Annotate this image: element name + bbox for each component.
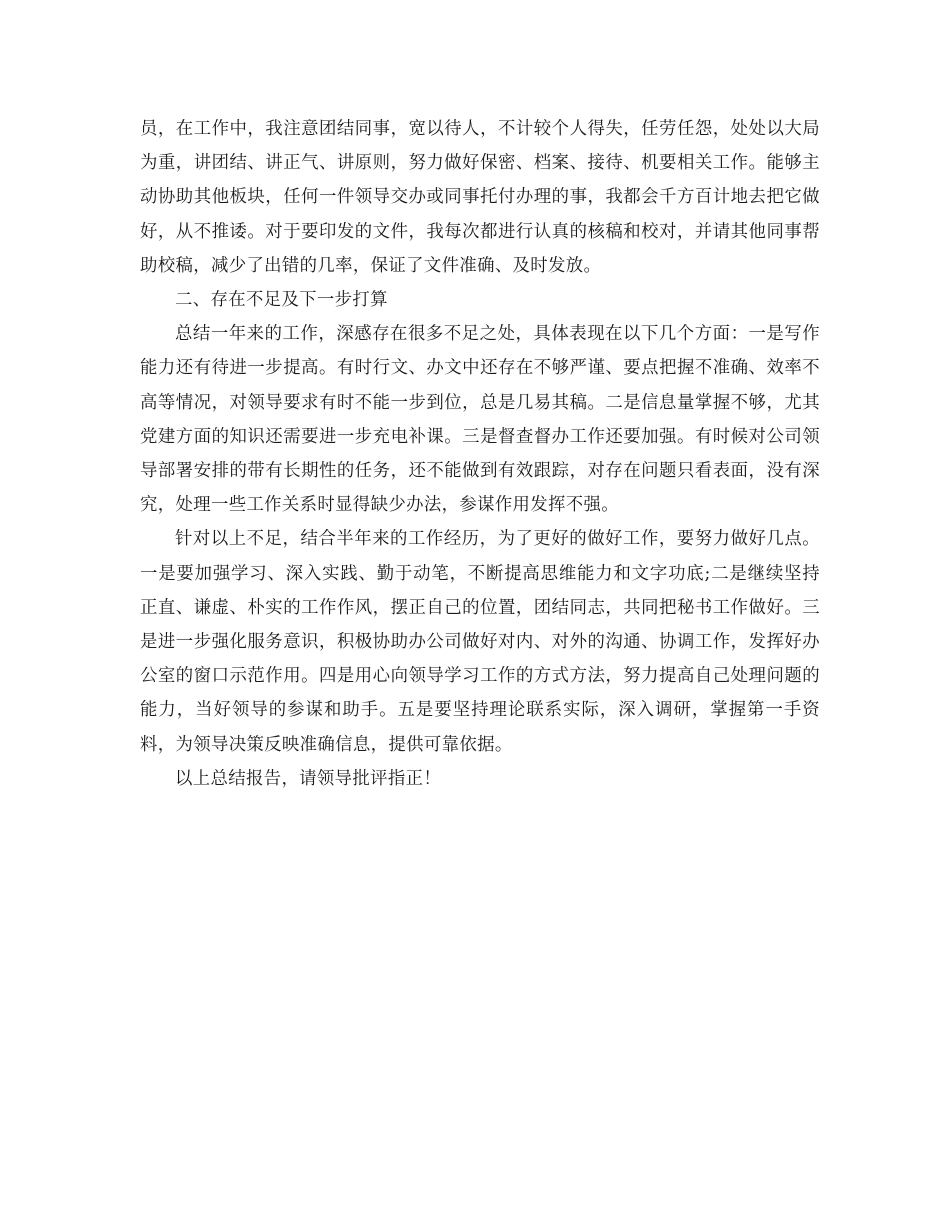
section-heading: 二、存在不足及下一步打算 [175, 290, 388, 311]
paragraph-continuation: 员，在工作中，我注意团结同事，宽以待人，不计较个人得失，任劳任怨，处处以大局为重，讲团结、讲正气、讲原则，努力做好保密、档案、接待、机要相关工作。能够主动协助其他板块，任何一件领导交办或同事托付办理的事，我都会千方百计地去把它做好，从不推诿。对于要印发的文件，我每次都进行认真的核稿和校对，并请其他同事帮助校稿，减少了出错的几率，保证了文件准确、及时发放。 [140, 119, 820, 276]
paragraph-closing: 以上总结报告，请领导批评指正！ [175, 768, 442, 789]
paragraph-next-steps: 针对以上不足，结合半年来的工作经历，为了更好的做好工作，要努力做好几点。一是要加强学习、深入实践、勤于动笔，不断提高思维能力和文字功底;二是继续坚持正直、谦虚、朴实的工作作风，摆正自己的位置，团结同志，共同把秘书工作做好。三是进一步强化服务意识，积极协助办公司做好对内、对外的沟通、协调工作，发挥好办公室的窗口示范作用。四是用心向领导学习工作的方式方法，努力提高自己处理问题的能力，当好领导的参谋和助手。五是要坚持理论联系实际，深入调研，掌握第一手资料，为领导决策反映准确信息，提供可靠依据。 [140, 529, 820, 755]
paragraph-shortcomings: 总结一年来的工作，深感存在很多不足之处，具体表现在以下几个方面：一是写作能力还有待进一步提高。有时行文、办文中还存在不够严谨、要点把握不准确、效率不高等情况，对领导要求有时不能一步到位，总是几易其稿。二是信息量掌握不够，尤其党建方面的知识还需要进一步充电补课。三是督查督办工作还要加强。有时候对公司领导部署安排的带有长期性的任务，还不能做到有效跟踪，对存在问题只看表面，没有深究，处理一些工作关系时显得缺少办法，参谋作用发挥不强。 [140, 324, 820, 516]
document-page [140, 112, 820, 796]
